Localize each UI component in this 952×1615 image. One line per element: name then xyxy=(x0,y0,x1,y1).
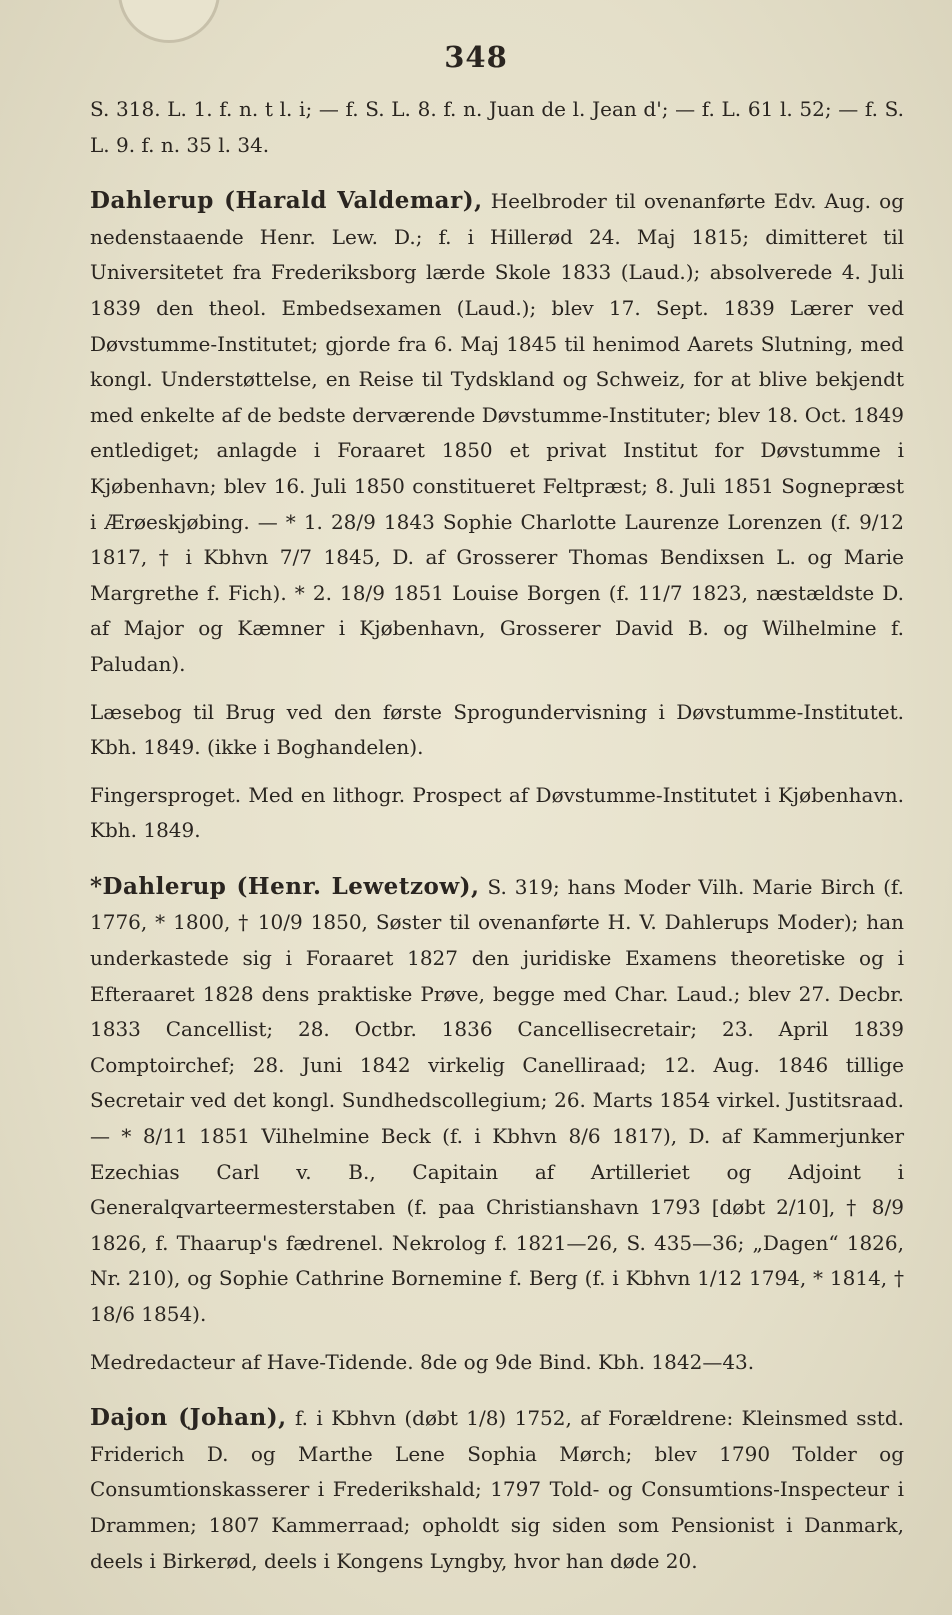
entry-henr-lewetzow-dahlerup xyxy=(90,869,904,1333)
entry-body: f. i Kbhvn (døbt 1/8) 1752, af Forældrene: Kleinsmed sstd. Friderich D. og Marthe Lene Sophia Mørch; blev 1790 Tolder og Consumtionskasserer i Frederikshald; 1797 Told- og Consumtions-Inspecteur i Drammen; 1807 Kammerraad; opholdt sig siden som Pensionist i Danmark, deels i Birkerød, deels i Kongens Lyngby, hvor han døde 20. xyxy=(90,1406,904,1573)
corrections-note: S. 318. L. 1. f. n. t l. i; — f. S. L. 8. f. n. Juan de l. Jean d'; — f. L. 61 l. 52; — f. S. L. 9. f. n. 35 l. 34. xyxy=(90,97,904,157)
headword: Dajon (Johan), xyxy=(90,1404,287,1432)
entry-harald-valdemar-dahlerup xyxy=(90,183,904,682)
page-number: 348 xyxy=(444,40,508,74)
entry-body: Heelbroder til ovenanførte Edv. Aug. og nedenstaaende Henr. Lew. D.; f. i Hillerød 24. Maj 1815; dimitteret til Universitetet fra Frederiksborg lærde Skole 1833 (Laud.); absolverede 4. Juli 1839 den theol. Embedsexamen (Laud.); blev 17. Sept. 1839 Lærer ved Døvstumme-Institutet; gjorde fra 6. Maj 1845 til henimod Aarets Slutning, med kongl. Understøttelse, en Reise til Tydskland og Schweiz, for at blive bekjendt med enkelte af de bedste derværende Døvstumme-Instituter; blev 18. Oct. 1849 entlediget; anlagde i Foraaret 1850 et privat Institut for Døvstumme i Kjøbenhavn; blev 16. Juli 1850 constitueret Feltpræst; 8. Juli 1851 Sognepræst i Ærøeskjøbing. — * 1. 28/9 1843 Sophie Charlotte Laurenze Lorenzen (f. 9/12 1817, † i Kbhvn 7/7 1845, D. af Grosserer Thomas Bendixsen L. og Marie Margrethe f. Fich). * 2. 18/9 1851 Louise Borgen (f. 11/7 1823, næstældste D. af Major og Kæmner i Kjøbenhavn, Grosserer David B. og Wilhelmine f. Paludan). xyxy=(90,189,904,676)
page-corner-tab xyxy=(118,0,220,43)
work-title: Læsebog til Brug ved den første Sprogundervisning i Døvstumme-Institutet. Kbh. 1849. (ikke i Boghandelen). xyxy=(90,699,904,760)
headword: *Dahlerup (Henr. Lewetzow), xyxy=(90,872,480,900)
entry-body: S. 319; hans Moder Vilh. Marie Birch (f. 1776, * 1800, † 10/9 1850, Søster til ovenanførte H. V. Dahlerups Moder); han underkastede sig i Foraaret 1827 den juridiske Examens theoretiske og i Efteraaret 1828 dens praktiske Prøve, begge med Char. Laud.; blev 27. Decbr. 1833 Cancellist; 28. Octbr. 1836 Cancellisecretair; 23. April 1839 Comptoirchef; 28. Juni 1842 virkelig Canelliraad; 12. Aug. 1846 tillige Secretair ved det kongl. Sundhedscollegium; 26. Marts 1854 virkel. Justitsraad. — * 8/11 1851 Vilhelmine Beck (f. i Kbhvn 8/6 1817), D. af Kammerjunker Ezechias Carl v. B., Capitain af Artilleriet og Adjoint i Generalqvarteermesterstaben (f. paa Christianshavn 1793 [døbt 2/10], † 8/9 1826, f. Thaarup's fædrenel. Nekrolog f. 1821—26, S. 435—36; „Dagen“ 1826, Nr. 210), og Sophie Cathrine Bornemine f. Berg (f. i Kbhvn 1/12 1794, * 1814, † 18/6 1854). xyxy=(90,874,904,1326)
headword: Dahlerup (Harald Valdemar), xyxy=(90,187,483,215)
work-title: Medredacteur af Have-Tidende. 8de og 9de Bind. Kbh. 1842—43. xyxy=(90,1349,755,1374)
work-title: Fingersproget. Med en lithogr. Prospect af Døvstumme-Institutet i Kjøbenhavn. Kbh. 1849. xyxy=(90,782,904,843)
entry-johan-dajon xyxy=(90,1400,904,1579)
page-text xyxy=(90,92,904,1579)
